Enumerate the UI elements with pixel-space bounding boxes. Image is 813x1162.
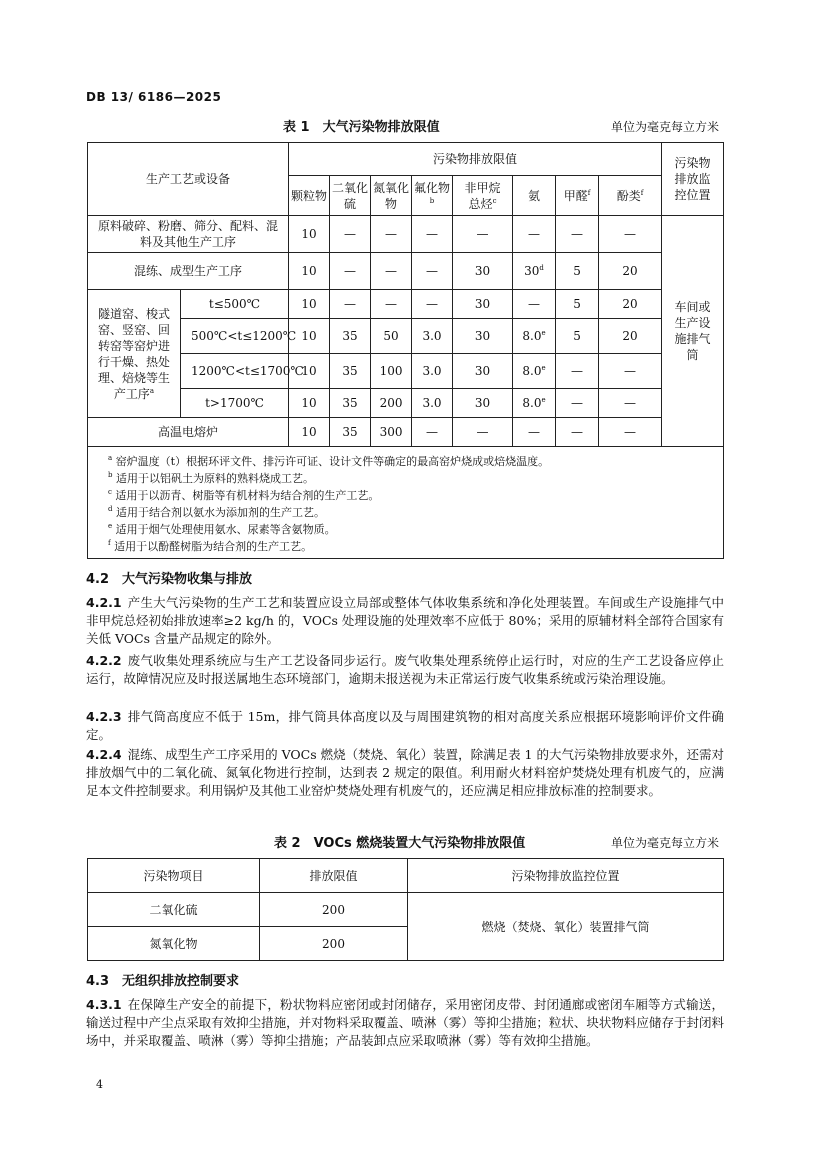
limit-cell: — [513,216,556,253]
limit-cell: 300 [371,418,412,447]
limit-cell: 10 [289,216,330,253]
limit-cell: — [412,290,453,319]
limit-cell: 30 [453,290,513,319]
clause-4-2-2: 4.2.2 废气收集处理系统应与生产工艺设备同步运行。废气收集处理系统停止运行时，对应的生产工艺设备应停止运行，故障情况应及时报送属地生态环境部门，逾期未报送视为未正常运行废气收集系统或污染治理设施。 [86,653,724,686]
limit-cell: 10 [289,389,330,418]
vocs-combustion-limits-table [87,858,724,961]
limit-cell: — [556,389,599,418]
limit-cell: — [599,389,662,418]
monitor-location-value: 车间或生产设施排气筒 [662,216,724,447]
kiln-temperature: 500℃<t≤1200℃ [181,319,289,354]
limit-cell: 10 [289,319,330,354]
table-row [88,389,724,418]
limit-cell: 8.0e [513,354,556,389]
limit-cell: — [556,216,599,253]
limit-cell: 3.0 [412,354,453,389]
table-row [88,216,724,253]
table-row [88,319,724,354]
col-header-so2: 二氧化硫 [330,176,371,216]
limit-cell: 30 [453,319,513,354]
limit-cell: 200 [260,893,408,927]
limit-cell: 8.0e [513,389,556,418]
col-header-nox: 氮氧化物 [371,176,412,216]
limits-group-header: 污染物排放限值 [289,143,662,176]
table-row [88,290,724,319]
limit-cell: 20 [599,290,662,319]
limit-cell: 20 [599,253,662,290]
note-item: $^a$ 窑炉温度（t）根据环评文件、排污许可证、设计文件等确定的最高窑炉烧成或焙烧温度。 [108,454,550,468]
limit-cell: 5 [556,253,599,290]
table1-unit: 单位为毫克每立方米 [611,120,720,134]
col-header-nmhc: 非甲烷总烃$^c$ [453,176,513,216]
emission-limits-table [87,142,724,559]
limit-cell: — [556,418,599,447]
kiln-process-name: 隧道窑、梭式窑、竖窑、回转窑等窑炉进行干燥、热处理、焙烧等生产工序$^a$ [88,290,181,418]
clause-4-2-3: 4.2.3 排气筒高度应不低于 15m，排气筒具体高度以及与周围建筑物的相对高度关系应根据环境影响评价文件确定。 [86,709,724,742]
col-header-location: 污染物排放监控位置 [408,859,724,893]
limit-cell: 200 [371,389,412,418]
clause-4-2-1: 4.2.1 产生大气污染物的生产工艺和装置应设立局部或整体气体收集系统和净化处理装置。车间或生产设施排气中非甲烷总烃初始排放速率≥2 kg/h 的，VOCs 处理设施的处理效率不应低于 80%；采用的原辅材料全部符合国家有关低 VOCs 含量产品规定的除外。 [86,595,724,646]
note-item: $^c$ 适用于以沥青、树脂等有机材料为结合剂的生产工艺。 [108,488,380,502]
table-row [88,354,724,389]
page-number: 4 [96,1078,103,1091]
process-name: 原料破碎、粉磨、筛分、配料、混料及其他生产工序 [88,216,289,253]
table1-caption: 表 1 大气污染物排放限值 [283,120,440,135]
table2-caption: 表 2 VOCs 燃烧装置大气污染物排放限值 [274,836,526,851]
col-header-particulate: 颗粒物 [289,176,330,216]
table-row [88,253,724,290]
col-header-phenols: 酚类$^f$ [599,176,662,216]
limit-cell: 8.0e [513,319,556,354]
note-item: $^f$ 适用于以酚醛树脂为结合剂的生产工艺。 [108,539,313,553]
note-item: $^b$ 适用于以铝矾土为原料的熟料烧成工艺。 [108,471,314,485]
limit-cell: — [330,216,371,253]
col-header-limit: 排放限值 [260,859,408,893]
limit-cell: — [371,216,412,253]
col-header-ammonia: 氨 [513,176,556,216]
limit-cell: 50 [371,319,412,354]
limit-cell: 20 [599,319,662,354]
limit-cell: — [599,354,662,389]
clause-4-2-4: 4.2.4 混练、成型生产工序采用的 VOCs 燃烧（焚烧、氧化）装置，除满足表 1 的大气污染物排放要求外，还需对排放烟气中的二氧化硫、氮氧化物进行控制，达到表 2 规定的限值。利用耐火材料窑炉焚烧处理有机废气的，应满足本文件控制要求。利用锅炉及其他工业窑炉焚烧处理有机废气的，还应满足相应排放标准的控制要求。 [86,747,724,798]
section-4-2-title: 4.2 大气污染物收集与排放 [86,572,253,587]
limit-cell: 10 [289,354,330,389]
kiln-temperature: t≤500℃ [181,290,289,319]
table-row [88,893,724,927]
table1-notes [88,447,724,559]
limit-cell: 10 [289,253,330,290]
limit-cell: 30 [453,253,513,290]
col-header-pollutant: 污染物项目 [88,859,260,893]
limit-cell: — [330,290,371,319]
col-header-formaldehyde: 甲醛$^f$ [556,176,599,216]
limit-cell: — [412,418,453,447]
limit-cell: — [453,418,513,447]
limit-cell: — [513,290,556,319]
limit-cell: 10 [289,418,330,447]
kiln-temperature: 1200℃<t≤1700℃ [181,354,289,389]
col-header-fluoride: 氟化物$^b$ [412,176,453,216]
limit-cell: — [599,216,662,253]
section-4-3-title: 4.3 无组织排放控制要求 [86,974,240,989]
limit-cell: — [412,216,453,253]
limit-cell: 3.0 [412,389,453,418]
limit-cell: 10 [289,290,330,319]
limit-cell: — [412,253,453,290]
process-name: 高温电熔炉 [88,418,289,447]
limit-cell: — [330,253,371,290]
process-header: 生产工艺或设备 [88,143,289,216]
limit-cell: 3.0 [412,319,453,354]
limit-cell: — [371,253,412,290]
process-name: 混练、成型生产工序 [88,253,289,290]
document-code: DB 13/ 6186—2025 [86,90,222,104]
limit-cell: — [513,418,556,447]
monitor-location-header: 污染物排放监控位置 [662,143,724,216]
limit-cell: — [599,418,662,447]
clause-4-3-1: 4.3.1 在保障生产安全的前提下，粉状物料应密闭或封闭储存，采用密闭皮带、封闭通廊或密闭车厢等方式输送，输送过程中产尘点采取有效抑尘措施，并对物料采取覆盖、喷淋（雾）等抑尘措施；粒状、块状物料应储存于封闭料场中，并采取覆盖、喷淋（雾）等抑尘措施；产品装卸点应采取喷淋（雾）等有效抑尘措施。 [86,997,724,1048]
pollutant-name: 氮氧化物 [88,927,260,961]
table-row [88,418,724,447]
limit-cell: — [371,290,412,319]
limit-cell: 30 [453,354,513,389]
note-item: $^d$ 适用于结合剂以氨水为添加剂的生产工艺。 [108,505,325,519]
limit-cell: 100 [371,354,412,389]
limit-cell: 35 [330,319,371,354]
limit-cell: 35 [330,418,371,447]
limit-cell: 30$^d$ [513,253,556,290]
limit-cell: 35 [330,354,371,389]
limit-cell: — [453,216,513,253]
limit-cell: 200 [260,927,408,961]
kiln-temperature: t>1700℃ [181,389,289,418]
table2-unit: 单位为毫克每立方米 [611,836,720,850]
limit-cell: 30 [453,389,513,418]
limit-cell: 5 [556,290,599,319]
limit-cell: 5 [556,319,599,354]
monitor-location-value: 燃烧（焚烧、氧化）装置排气筒 [408,893,724,961]
limit-cell: — [556,354,599,389]
limit-cell: 35 [330,389,371,418]
note-item: $^e$ 适用于烟气处理使用氨水、尿素等含氨物质。 [108,522,336,536]
pollutant-name: 二氧化硫 [88,893,260,927]
